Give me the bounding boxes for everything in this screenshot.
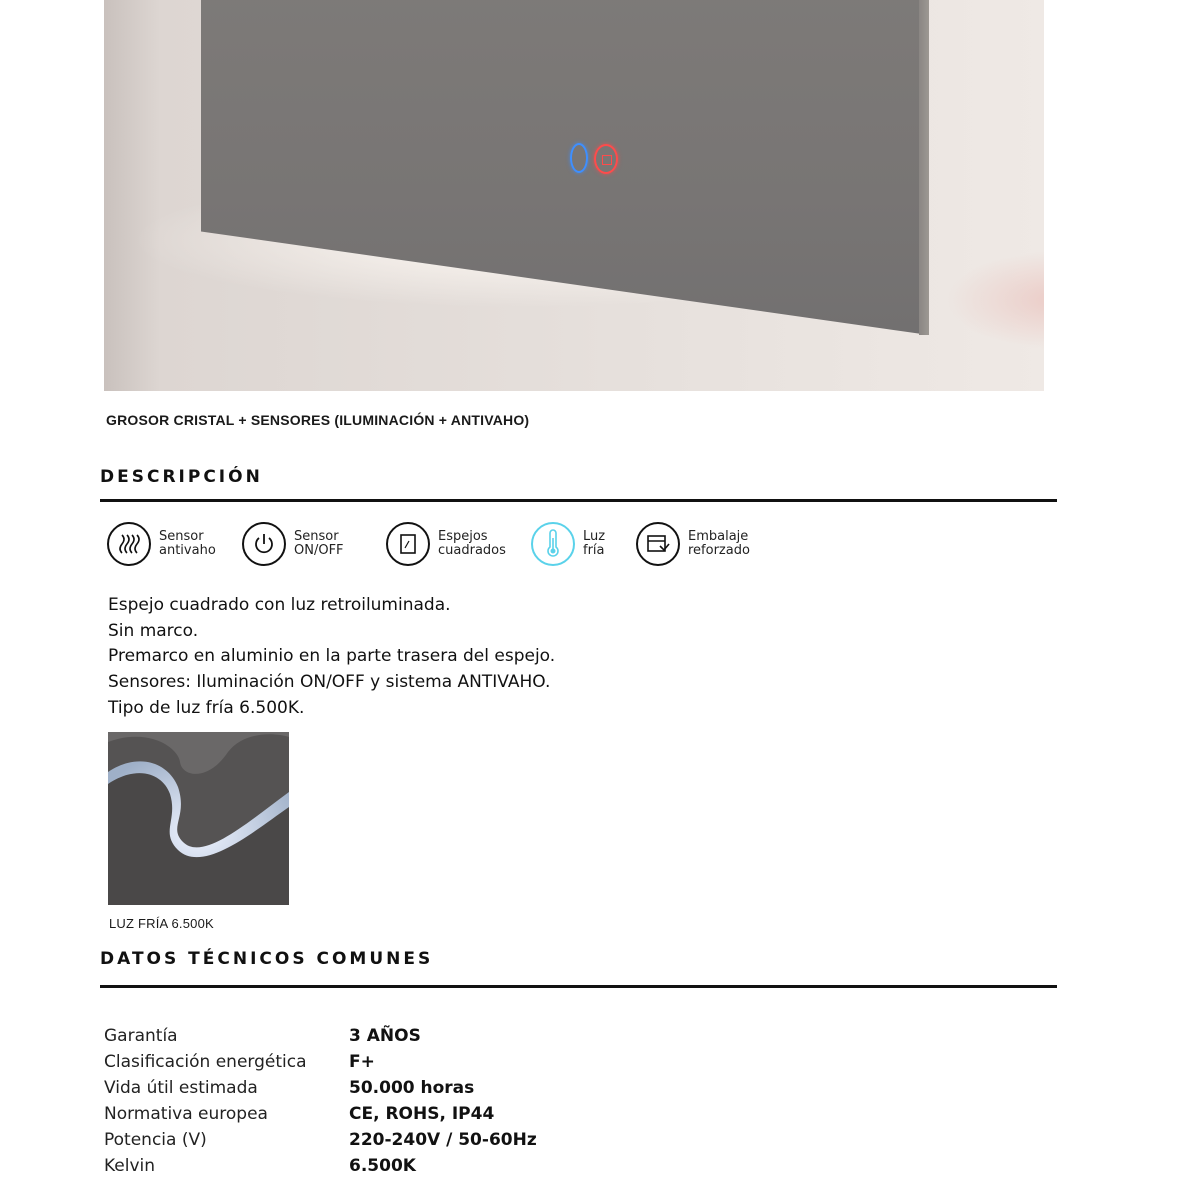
tech-row <box>104 1049 537 1075</box>
description-divider <box>100 499 1057 502</box>
square-mirror-icon <box>386 522 430 566</box>
tech-value: CE, ROHS, IP44 <box>349 1104 495 1124</box>
tech-key: Vida útil estimada <box>104 1078 258 1098</box>
tech-key: Kelvin <box>104 1156 156 1176</box>
cold-light-photo <box>108 732 289 905</box>
tech-row <box>104 1101 537 1127</box>
description-line: Sin marco. <box>108 620 199 641</box>
tech-value: 6.500K <box>349 1156 416 1176</box>
description-line: Tipo de luz fría 6.500K. <box>108 697 305 718</box>
product-hero-photo <box>104 0 1044 391</box>
tech-row <box>104 1153 537 1179</box>
tech-key: Potencia (V) <box>104 1130 207 1150</box>
tech-key: Normativa europea <box>104 1104 268 1124</box>
tech-row <box>104 1075 537 1101</box>
tech-title: DATOS TÉCNICOS COMUNES <box>100 949 434 969</box>
description-line: Sensores: Iluminación ON/OFF y sistema ANTIVAHO. <box>108 672 551 693</box>
description-line: Premarco en aluminio en la parte trasera del espejo. <box>108 646 556 667</box>
thumb-caption: LUZ FRÍA 6.500K <box>109 916 214 931</box>
thermometer-cold-icon <box>531 522 575 566</box>
feature-cold-light <box>531 522 605 566</box>
tech-value: F+ <box>349 1052 375 1072</box>
tech-value: 220-240V / 50-60Hz <box>349 1130 537 1150</box>
tech-table <box>104 1023 537 1179</box>
antifog-sensor-touch-icon <box>594 144 618 174</box>
feature-label: Luz fría <box>583 529 606 558</box>
feature-label: Espejos cuadrados <box>438 529 506 558</box>
description-text <box>108 593 555 722</box>
description-line: Espejo cuadrado con luz retroiluminada. <box>108 595 451 615</box>
tech-key: Clasificación energética <box>104 1052 307 1072</box>
feature-packaging <box>636 522 750 566</box>
tech-key: Garantía <box>104 1026 178 1046</box>
tech-value: 50.000 horas <box>349 1078 475 1098</box>
tech-row <box>104 1023 537 1049</box>
tech-divider <box>100 985 1057 988</box>
feature-label: Embalaje reforzado <box>688 529 750 558</box>
feature-square-mirror <box>386 522 506 566</box>
tech-value: 3 AÑOS <box>349 1026 421 1046</box>
power-sensor-icon <box>242 522 286 566</box>
hero-caption: GROSOR CRISTAL + SENSORES (ILUMINACIÓN + ANTIVAHO) <box>106 412 530 428</box>
light-sensor-icon <box>570 143 588 173</box>
feature-label: Sensor ON/OFF <box>294 529 344 558</box>
feature-antifog <box>107 522 216 566</box>
description-title: DESCRIPCIÓN <box>100 467 263 487</box>
reinforced-packaging-icon <box>636 522 680 566</box>
antifog-sensor-icon <box>107 522 151 566</box>
feature-power <box>242 522 344 566</box>
feature-label: Sensor antivaho <box>159 529 216 558</box>
tech-row <box>104 1127 537 1153</box>
mirror-edge <box>919 0 929 335</box>
